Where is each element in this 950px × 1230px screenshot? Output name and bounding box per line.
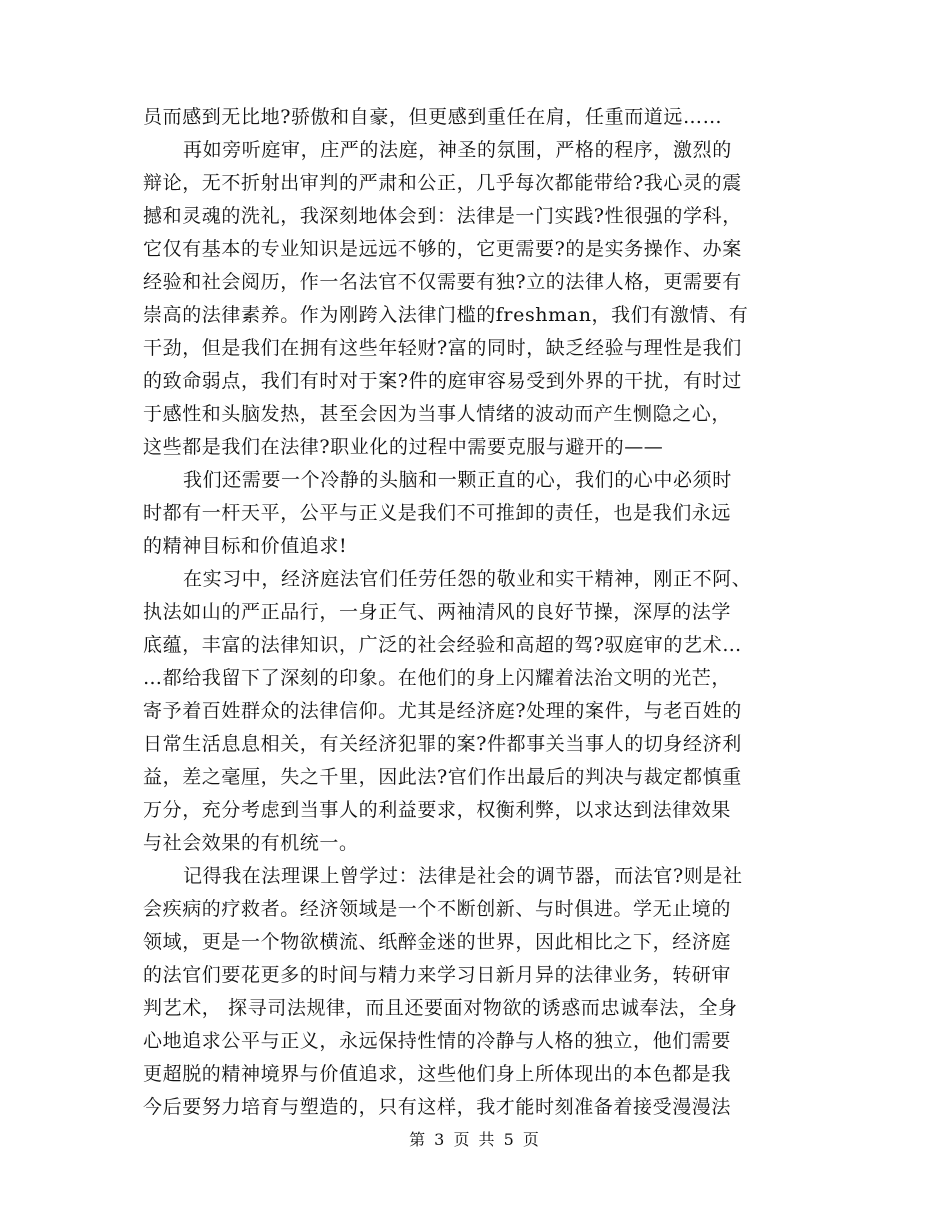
- text-line: 日常生活息息相关，有关经济犯罪的案?件都事关当事人的切身经济利: [143, 733, 742, 755]
- text-line: …都给我留下了深刻的印象。在他们的身上闪耀着法治文明的光芒，: [143, 667, 732, 689]
- text-line: 心地追求公平与正义，永远保持性情的冷静与人格的独立，他们需要: [143, 1030, 732, 1052]
- text-line: 这些都是我们在法律?职业化的过程中需要克服与避开的——: [143, 436, 664, 458]
- page-footer: 第 3 页 共 5 页: [409, 1130, 541, 1149]
- body-text: [143, 101, 813, 1124]
- text-line: 领域，更是一个物欲横流、纸醉金迷的世界，因此相比之下，经济庭: [143, 931, 732, 953]
- text-line: 与社会效果的有机统一。: [143, 832, 359, 854]
- text-line: 崇高的法律素养。作为刚跨入法律门槛的freshman，我们有激情、有: [143, 304, 749, 326]
- text-line: 会疾病的疗救者。经济领域是一个不断创新、与时俱进。学无止境的: [143, 898, 732, 920]
- text-line: 它仅有基本的专业知识是远远不够的，它更需要?的是实务操作、办案: [143, 238, 742, 260]
- text-line: 撼和灵魂的洗礼，我深刻地体会到：法律是一门实践?性很强的学科，: [143, 205, 742, 227]
- text-line: 的精神目标和价值追求!: [143, 535, 348, 557]
- text-line: 执法如山的严正品行，一身正气、两袖清风的良好节操，深厚的法学: [143, 601, 732, 623]
- text-line: 时都有一杆天平，公平与正义是我们不可推卸的责任，也是我们永远: [143, 502, 732, 524]
- text-line: 我们还需要一个冷静的头脑和一颗正直的心，我们的心中必须时: [183, 469, 732, 491]
- text-line: 的法官们要花更多的时间与精力来学习日新月异的法律业务，转研审: [143, 964, 732, 986]
- text-line: 在实习中，经济庭法官们任劳任怨的敬业和实干精神，刚正不阿、: [183, 568, 752, 590]
- text-line: 今后要努力培育与塑造的，只有这样，我才能时刻准备着接受漫漫法: [143, 1096, 732, 1118]
- text-line: 判艺术， 探寻司法规律，而且还要面对物欲的诱惑而忠诚奉法，全身: [143, 997, 738, 1019]
- text-line: 底蕴，丰富的法律知识，广泛的社会经验和高超的驾?驭庭审的艺术…: [143, 634, 742, 656]
- text-line: 记得我在法理课上曾学过：法律是社会的调节器，而法官?则是社: [183, 865, 743, 887]
- text-line: 的致命弱点，我们有时对于案?件的庭审容易受到外界的干扰，有时过: [143, 370, 742, 392]
- text-line: 寄予着百姓群众的法律信仰。尤其是经济庭?处理的案件，与老百姓的: [143, 700, 742, 722]
- text-line: 干劲，但是我们在拥有这些年轻财?富的同时，缺乏经验与理性是我们: [143, 337, 742, 359]
- text-line: 辩论，无不折射出审判的严肃和公正，几乎每次都能带给?我心灵的震: [143, 172, 742, 194]
- text-line: 于感性和头脑发热，甚至会因为当事人情绪的波动而产生恻隐之心，: [143, 403, 732, 425]
- text-line: 员而感到无比地?骄傲和自豪，但更感到重任在肩，任重而道远……: [143, 106, 723, 128]
- text-line: 更超脱的精神境界与价值追求，这些他们身上所体现出的本色都是我: [143, 1063, 732, 1085]
- text-line: 再如旁听庭审，庄严的法庭，神圣的氛围，严格的程序，激烈的: [183, 139, 732, 161]
- text-line: 经验和社会阅历，作一名法官不仅需要有独?立的法律人格，更需要有: [143, 271, 742, 293]
- text-line: 万分，充分考虑到当事人的利益要求，权衡利弊，以求达到法律效果: [143, 799, 732, 821]
- text-line: 益，差之毫厘，失之千里，因此法?官们作出最后的判决与裁定都慎重: [143, 766, 742, 788]
